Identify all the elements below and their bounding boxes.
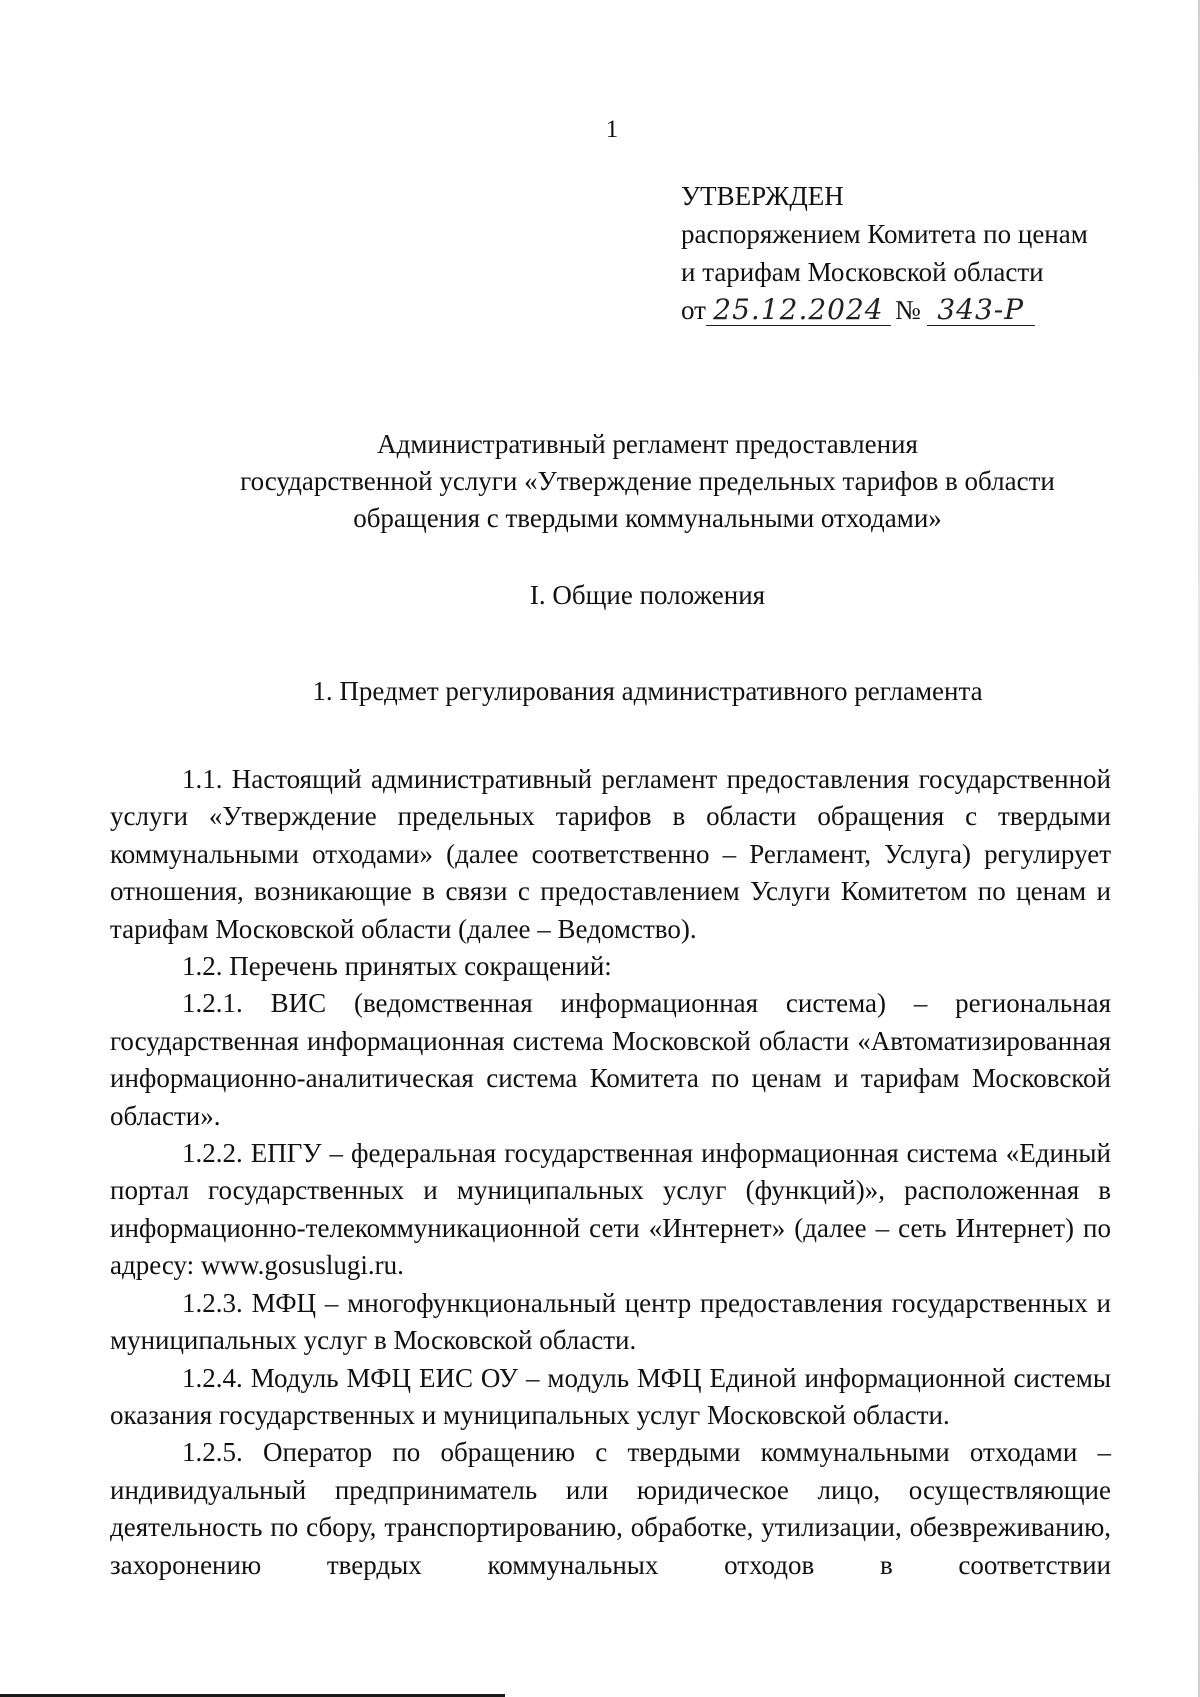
document-title <box>150 426 1145 537</box>
paragraph-1-2: 1.2. Перечень принятых сокращений: <box>182 951 612 982</box>
date-field <box>706 295 891 326</box>
approval-stamp-block <box>681 177 1088 329</box>
paragraph-1-2-5: 1.2.5. Оператор по обращению с твердыми коммунальными отходами – индивидуальный предприниматель или юридическое лицо, осуществляющие деятельность по сбору, транспортированию, обработке, утилизации, обезвреживанию, захоронению твердых коммунальных отходов в соответствии <box>110 1437 1111 1580</box>
subsection-heading: 1. Предмет регулирования административного регламента <box>312 676 983 706</box>
paragraph-1-2-3: 1.2.3. МФЦ – многофункциональный центр предоставления государственных и муниципальных услуг в Московской области. <box>110 1287 1111 1356</box>
title-line-3: обращения с твердыми коммунальными отходами» <box>353 503 942 533</box>
paragraph-1-2-2: 1.2.2. ЕПГУ – федеральная государственная информационная система «Единый портал государственных и муниципальных услуг (функций)», расположенная в информационно-телекоммуникационной сети «Интернет» (далее – сеть Интернет) по адресу: www.gosuslugi.ru. <box>110 1138 1111 1281</box>
title-line-1: Административный регламент предоставления <box>377 429 918 459</box>
date-prefix: от <box>681 295 706 325</box>
handwritten-number: 343-Р <box>937 293 1025 326</box>
title-line-2: государственной услуги «Утверждение предельных тарифов в области <box>240 466 1055 496</box>
handwritten-date: 25.12.2024 <box>713 293 884 326</box>
number-field <box>927 295 1035 326</box>
section-heading: I. Общие положения <box>529 580 766 610</box>
paragraph-1-2-1: 1.2.1. ВИС (ведомственная информационная система) – региональная государственная информационная система Московской области «Автоматизированная информационно-аналитическая система Комитета по ценам и тарифам Московской области». <box>110 988 1111 1131</box>
document-body <box>110 761 1111 1584</box>
page-number: 1 <box>605 116 619 143</box>
approval-line-2: и тарифам Московской области <box>681 257 1044 287</box>
paragraph-1-2-4: 1.2.4. Модуль МФЦ ЕИС ОУ – модуль МФЦ Единой информационной системы оказания государственных и муниципальных услуг Московской области. <box>110 1362 1111 1430</box>
paragraph-1-1: 1.1. Настоящий административный регламент предоставления государственной услуги «Утверждение предельных тарифов в области обращения с твердыми коммунальными отходами» (далее соответственно – Регламент, Услуга) регулирует отношения, возникающие в связи с предоставлением Услуги Комитетом по ценам и тарифам Московской области (далее – Ведомство). <box>110 764 1111 944</box>
approval-heading: УТВЕРЖДЕН <box>681 181 844 211</box>
approval-date-line <box>681 291 1088 329</box>
number-label: № <box>894 295 921 325</box>
approval-line-1: распоряжением Комитета по ценам <box>681 219 1088 249</box>
